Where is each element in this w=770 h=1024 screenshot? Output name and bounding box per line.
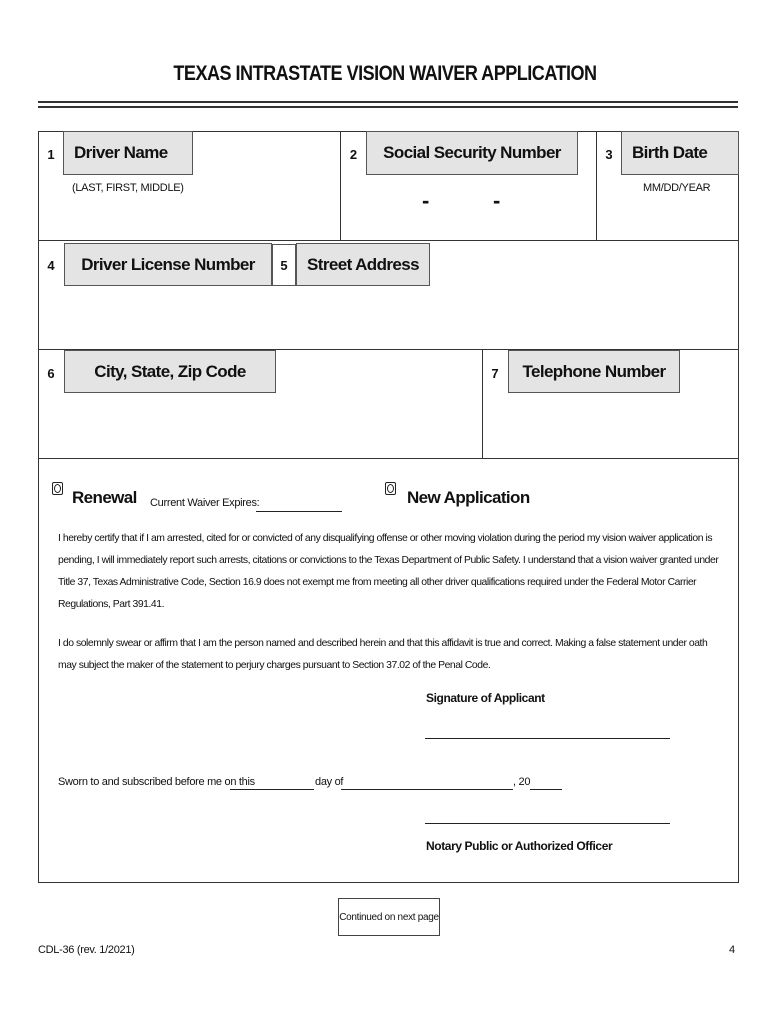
new-application-label: New Application — [407, 488, 530, 507]
page-title: TEXAS INTRASTATE VISION WAIVER APPLICATION — [173, 62, 597, 85]
field-number-7: 7 — [491, 365, 499, 381]
field-number-4: 4 — [47, 257, 55, 273]
radio-circle-icon — [387, 484, 394, 493]
sworn-day-of: day of — [315, 776, 344, 788]
license-label: Driver License Number — [64, 243, 272, 286]
affirmation-text: I do solemnly swear or affirm that I am the person named and described herein and that this affidavit is true and correct. Making a false statement under oath may subject the maker of the statement to perjury charges pursuant to Section 37.02 of the Penal Code. — [58, 638, 708, 671]
telephone-label: Telephone Number — [508, 350, 680, 393]
notary-label: Notary Public or Authorized Officer — [426, 839, 613, 853]
field-number-2: 2 — [349, 146, 358, 162]
title-rule-bottom — [38, 106, 738, 108]
continued-note: Continued on next page — [338, 898, 440, 936]
ssn-separator-2: - — [493, 188, 501, 213]
title-rule-top — [38, 101, 738, 103]
birth-date-hint: MM/DD/YEAR — [643, 182, 711, 194]
renewal-radio[interactable] — [52, 482, 63, 495]
radio-circle-icon — [54, 484, 61, 493]
field-number-1: 1 — [47, 146, 55, 162]
current-waiver-label: Current Waiver Expires: — [150, 497, 260, 509]
sworn-year-line[interactable] — [530, 789, 562, 790]
form-id: CDL-36 (rev. 1/2021) — [38, 944, 135, 956]
sworn-month-line[interactable] — [341, 789, 513, 790]
field-number-6: 6 — [47, 365, 55, 381]
driver-name-label: Driver Name — [63, 131, 193, 175]
city-label: City, State, Zip Code — [64, 350, 276, 393]
street-label: Street Address — [296, 243, 430, 286]
sworn-day-line[interactable] — [230, 789, 314, 790]
ssn-label: Social Security Number — [366, 131, 578, 175]
birth-date-label: Birth Date — [621, 131, 739, 175]
certification-text: I hereby certify that if I am arrested, cited for or convicted of any disqualifying offense or other moving violation during the period my vision waiver application is pending, I will immediately report such arrests, citations or convictions to the Texas Department of Public Safety. I understand that a vision waiver granted under Title 37, Texas Administrative Code, Section 16.9 does not exempt me from meeting all other driver qualifications required under the Federal Motor Carrier Regulations, Part 391.41. — [58, 533, 719, 610]
sworn-year-prefix: , 20 — [513, 776, 531, 788]
driver-name-hint: (LAST, FIRST, MIDDLE) — [72, 182, 184, 194]
new-application-radio[interactable] — [385, 482, 396, 495]
field-number-3: 3 — [605, 146, 613, 162]
field-number-5: 5 — [272, 244, 296, 286]
sworn-prefix: Sworn to and subscribed before me on this — [58, 776, 255, 788]
renewal-label: Renewal — [72, 488, 137, 507]
page-number: 4 — [729, 944, 735, 956]
ssn-separator-1: - — [422, 188, 430, 213]
signature-line[interactable] — [425, 738, 670, 739]
current-waiver-line[interactable] — [256, 511, 342, 512]
notary-line[interactable] — [425, 823, 670, 824]
signature-label: Signature of Applicant — [426, 691, 545, 705]
